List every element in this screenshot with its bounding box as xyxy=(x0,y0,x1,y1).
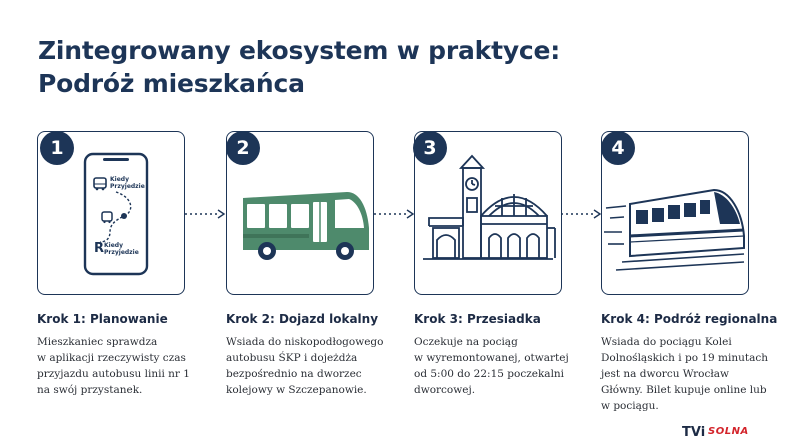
step-3-title: Krok 3: Przesiadka xyxy=(414,312,541,326)
svg-text:R: R xyxy=(94,241,105,256)
step-2-desc-line: autobusu ŚKP i dojeżdża xyxy=(226,352,358,364)
step-2-badge: 2 xyxy=(226,131,260,165)
step-2-desc-line: kolejowy w Szczepanowie. xyxy=(226,384,367,396)
step-1-desc-line: w aplikacji rzeczywisty czas xyxy=(37,352,186,364)
step-3-desc-line: Oczekuje na pociąg xyxy=(414,336,518,348)
page-title xyxy=(38,34,560,100)
step-1-title: Krok 1: Planowanie xyxy=(37,312,168,326)
logo-text: TVi xyxy=(682,425,706,440)
title-line-1: Zintegrowany ekosystem w praktyce: xyxy=(38,36,561,65)
connector-arrow-1 xyxy=(183,208,227,220)
step-3-desc-line: dworcowej. xyxy=(414,384,476,396)
step-1-desc-line: Mieszkaniec sprawdza xyxy=(37,336,158,348)
connector-arrow-3 xyxy=(559,208,603,220)
step-3-badge: 3 xyxy=(413,131,447,165)
step-2-description xyxy=(226,334,383,398)
step-1-desc-line: przyjazdu autobusu linii nr 1 xyxy=(37,368,190,380)
connector-arrow-2 xyxy=(372,208,416,220)
logo-accent: SOLNA xyxy=(708,426,749,437)
step-4-desc-line: Dolnośląskich i po 19 minutach xyxy=(601,352,769,364)
step-1-badge: 1 xyxy=(40,131,74,165)
step-2-title: Krok 2: Dojazd lokalny xyxy=(226,312,379,326)
step-4-badge: 4 xyxy=(601,131,635,165)
step-4-desc-line: Główny. Bilet kupuje online lub xyxy=(601,384,767,396)
step-3-desc-line: od 5:00 do 22:15 poczekalni xyxy=(414,368,565,380)
step-4-desc-line: Wsiada do pociągu Kolei xyxy=(601,336,732,348)
app-label-bottom: Kiedy Przyjedzie xyxy=(104,242,139,256)
step-1-description xyxy=(37,334,190,398)
step-3-desc-line: w wyremontowanej, otwartej xyxy=(414,352,569,364)
step-2-desc-line: bezpośrednio na dworzec xyxy=(226,368,362,380)
step-3-description xyxy=(414,334,569,398)
step-4-description xyxy=(601,334,768,414)
app-label-top: Kiedy Przyjedzie xyxy=(110,176,145,190)
step-1-desc-line: na swój przystanek. xyxy=(37,384,143,396)
step-2-desc-line: Wsiada do niskopodłogowego xyxy=(226,336,384,348)
tvi-logo xyxy=(682,425,794,443)
step-4-title: Krok 4: Podróż regionalna xyxy=(601,312,778,326)
step-4-desc-line: jest na dworcu Wrocław xyxy=(601,368,729,380)
title-line-2: Podróż mieszkańca xyxy=(38,69,305,98)
step-4-desc-line: w pociągu. xyxy=(601,400,659,412)
